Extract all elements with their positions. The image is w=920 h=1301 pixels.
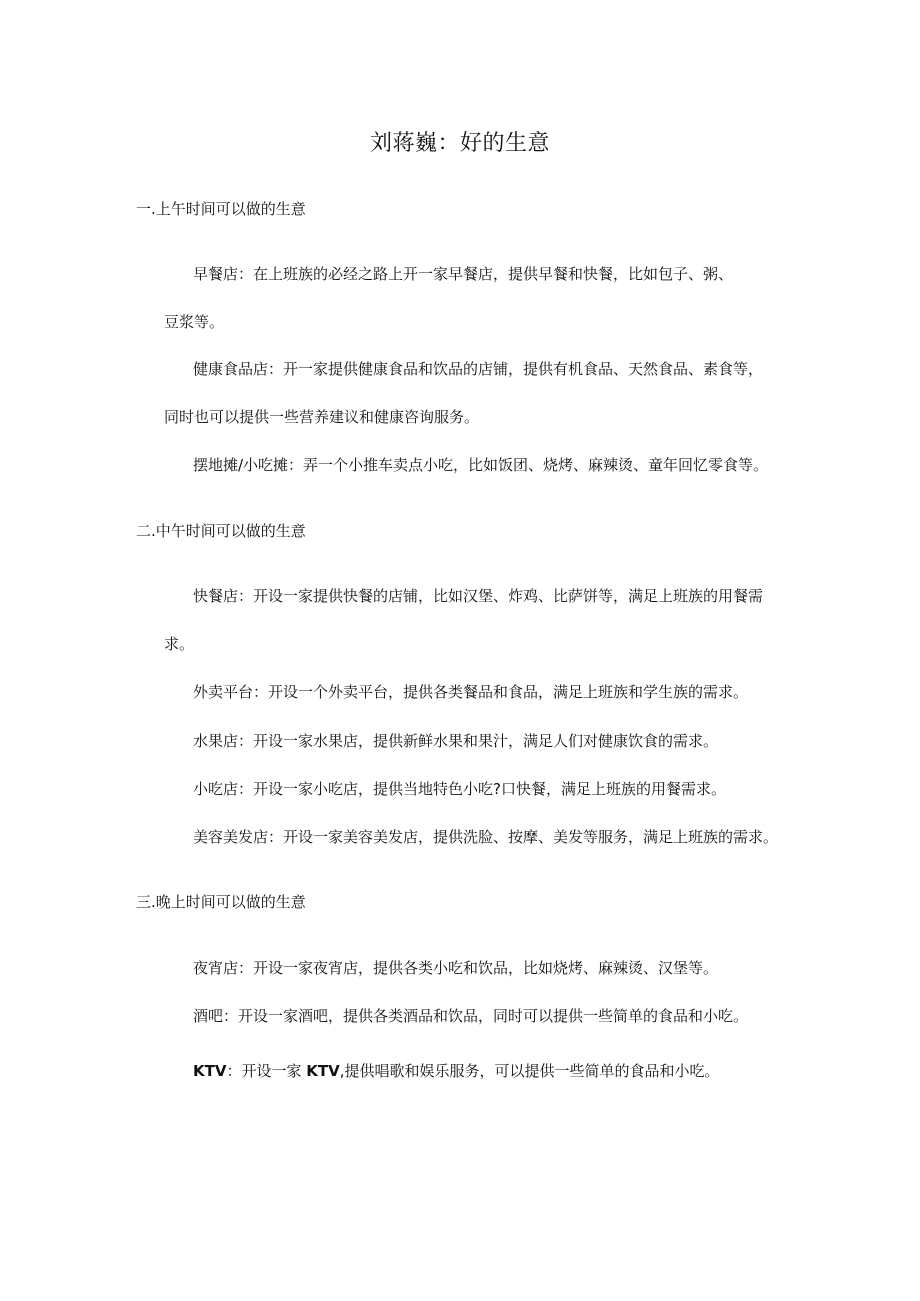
paragraph-street-stall: 摆地摊/小吃摊：弄一个小推车卖点小吃，比如饭团、烧烤、麻辣烫、童年回忆零食等。 <box>193 456 769 474</box>
paragraph-bar: 酒吧：开设一家酒吧，提供各类酒品和饮品，同时可以提供一些简单的食品和小吃。 <box>193 1007 749 1025</box>
ktv-text-rest: ,提供唱歌和娱乐服务，可以提供一些简单的食品和小吃。 <box>339 1062 720 1080</box>
paragraph-fruit-shop: 水果店：开设一家水果店，提供新鲜水果和果汁，满足人们对健康饮食的需求。 <box>193 732 719 750</box>
section-heading-morning: 一.上午时间可以做的生意 <box>136 200 306 218</box>
paragraph-breakfast-shop-cont: 豆浆等。 <box>164 313 225 331</box>
paragraph-fast-food: 快餐店：开设一家提供快餐的店铺，比如汉堡、炸鸡、比萨饼等，满足上班族的用餐需 <box>193 587 764 605</box>
ktv-term-2: KTV <box>306 1062 340 1080</box>
section-heading-evening: 三.晚上时间可以做的生意 <box>136 893 306 911</box>
paragraph-ktv <box>193 1059 720 1083</box>
paragraph-breakfast-shop: 早餐店：在上班族的必经之路上开一家早餐店，提供早餐和快餐，比如包子、粥、 <box>193 265 734 283</box>
ktv-term: KTV <box>193 1062 227 1080</box>
paragraph-fast-food-cont: 求。 <box>164 635 195 653</box>
ktv-text-mid: ：开设一家 <box>226 1062 307 1080</box>
paragraph-snack-shop: 小吃店：开设一家小吃店，提供当地特色小吃?口快餐，满足上班族的用餐需求。 <box>193 780 726 798</box>
paragraph-health-food-store-cont: 同时也可以提供一些营养建议和健康咨询服务。 <box>164 408 480 426</box>
paragraph-beauty-salon: 美容美发店：开设一家美容美发店，提供洗脸、按摩、美发等服务，满足上班族的需求。 <box>193 828 779 846</box>
paragraph-late-night-snack: 夜宵店：开设一家夜宵店，提供各类小吃和饮品，比如烧烤、麻辣烫、汉堡等。 <box>193 959 719 977</box>
paragraph-delivery-platform: 外卖平台：开设一个外卖平台，提供各类餐品和食品，满足上班族和学生族的需求。 <box>193 683 749 701</box>
page-title: 刘蒋巍：好的生意 <box>369 131 550 156</box>
paragraph-health-food-store: 健康食品店：开一家提供健康食品和饮品的店铺，提供有机食品、天然食品、素食等， <box>193 360 764 378</box>
section-heading-noon: 二.中午时间可以做的生意 <box>136 522 306 540</box>
